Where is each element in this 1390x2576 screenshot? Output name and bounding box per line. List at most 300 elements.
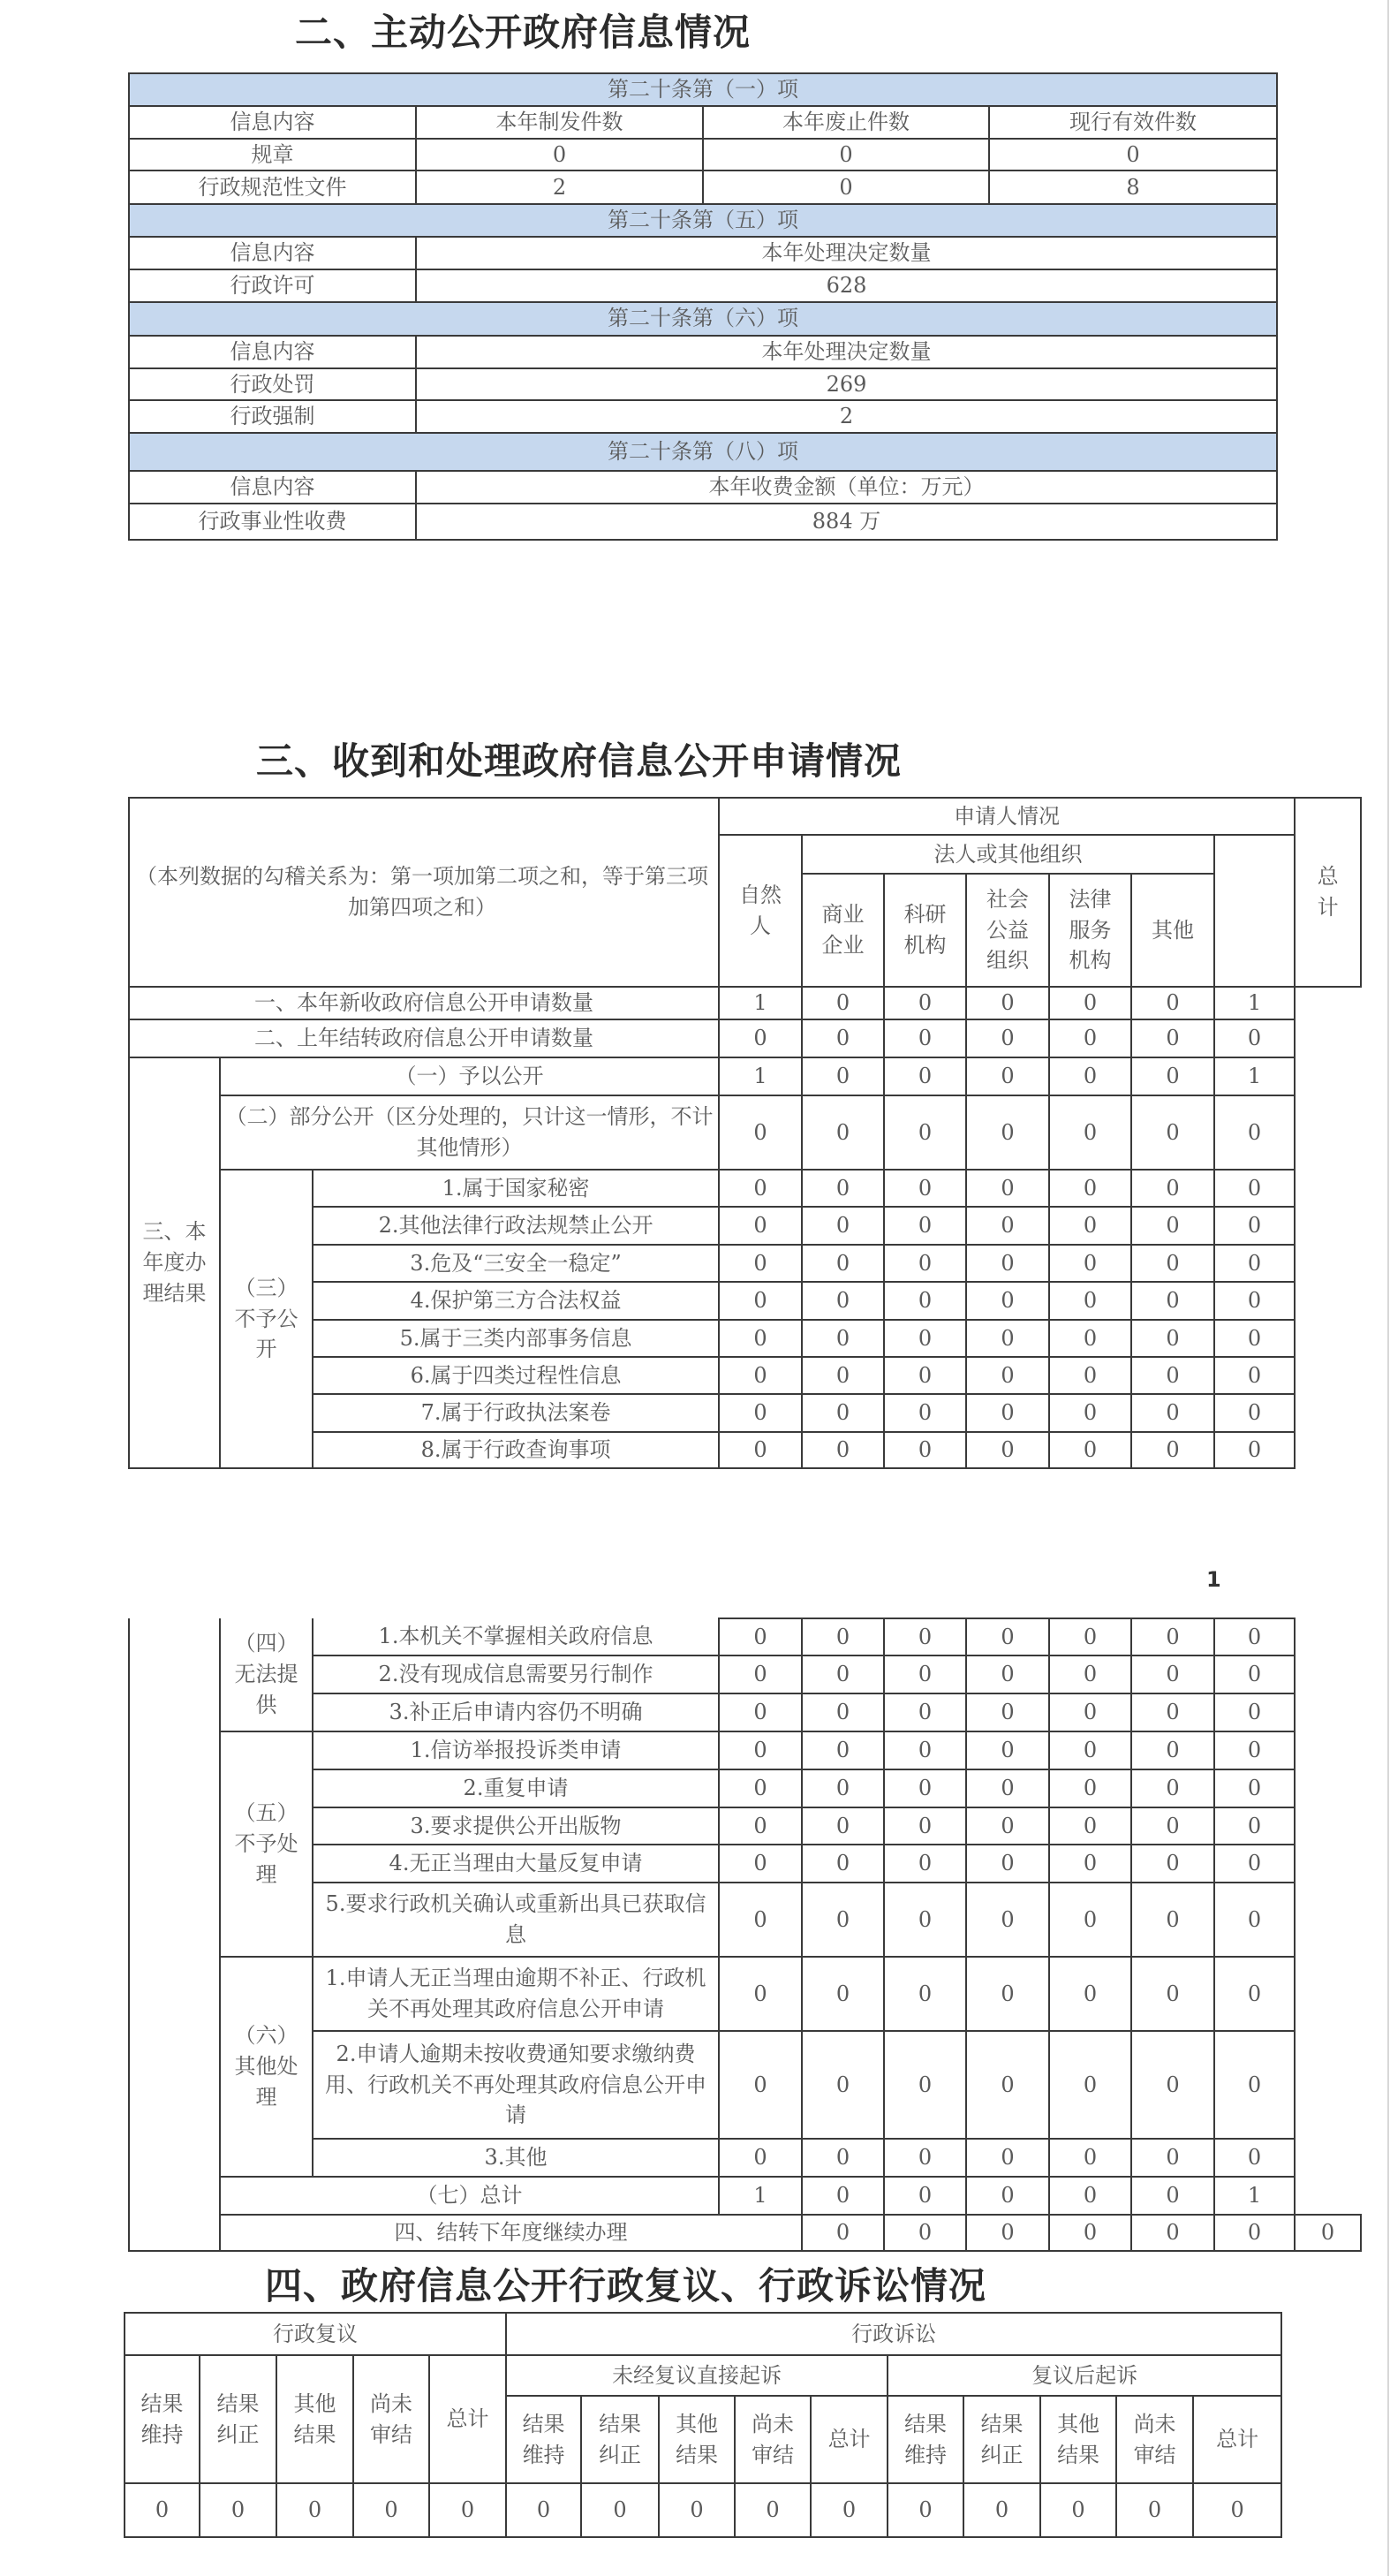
cell-value: 0 [1131, 1807, 1214, 1845]
col-header-other: 其他 [1131, 874, 1214, 987]
cell-value: 0 [884, 1769, 966, 1807]
cell-value: 0 [884, 1394, 966, 1432]
cell-value: 0 [1131, 1693, 1214, 1731]
row-label: 1.属于国家秘密 [313, 1170, 719, 1207]
cell-value: 0 [966, 1655, 1049, 1693]
cell-value: 0 [802, 1207, 884, 1245]
cell-value: 0 [802, 1618, 884, 1655]
cell-value: 0 [719, 1883, 802, 1957]
after-review-suit-header: 复议后起诉 [888, 2355, 1281, 2396]
direct-value-cell: 0 [581, 2483, 659, 2537]
review-value-cell: 0 [125, 2483, 200, 2537]
cell-value: 0 [802, 1432, 884, 1468]
cell-value: 0 [719, 1095, 802, 1170]
row-label: 3.补正后申请内容仍不明确 [313, 1693, 719, 1731]
applicant-header: 申请人情况 [719, 798, 1295, 835]
row-label: 5.属于三类内部事务信息 [313, 1320, 719, 1357]
cell-value: 0 [966, 1282, 1049, 1320]
header-info-content: 信息内容 [129, 471, 416, 504]
cell-value: 0 [719, 1807, 802, 1845]
row-label: 四、结转下年度继续办理 [220, 2215, 802, 2251]
cell-value: 0 [1214, 1394, 1295, 1432]
table-row [129, 1432, 1361, 1468]
cell-value: 0 [884, 1432, 966, 1468]
table-row [129, 1019, 1361, 1057]
cell-value: 0 [966, 1394, 1049, 1432]
cell-value: 0 [966, 1207, 1049, 1245]
row-label: 3.危及“三安全一稳定” [313, 1245, 719, 1282]
cell-value: 0 [966, 1432, 1049, 1468]
cell-value: 0 [802, 1282, 884, 1320]
cell-value: 0 [802, 1394, 884, 1432]
cell-value: 0 [719, 1320, 802, 1357]
cell-value: 0 [1214, 1320, 1295, 1357]
cell-value: 0 [1131, 1731, 1214, 1769]
cell-value: 0 [1214, 1207, 1295, 1245]
table-row [129, 1845, 1361, 1883]
cell-value: 0 [1214, 1655, 1295, 1693]
cell-value: 0 [802, 1845, 884, 1883]
direct-value-cell: 0 [659, 2483, 735, 2537]
cell-value: 0 [966, 1170, 1049, 1207]
row-label: 3.要求提供公开出版物 [313, 1807, 719, 1845]
cell-value: 0 [802, 1807, 884, 1845]
col-header-research: 科研机构 [884, 874, 966, 987]
proactive-disclosure-table [128, 72, 1278, 541]
cell-value: 0 [966, 987, 1049, 1019]
cell-value: 0 [719, 1357, 802, 1394]
cell-value: 0 [1214, 2215, 1295, 2251]
cell-value: 0 [884, 1957, 966, 2031]
col-header-business: 商业企业 [802, 874, 884, 987]
cell-value: 0 [1131, 1769, 1214, 1807]
cell-value: 0 [1131, 2139, 1214, 2177]
cell-value: 0 [719, 1845, 802, 1883]
cell-value: 0 [966, 1057, 1049, 1095]
row-label: 一、本年新收政府信息公开申请数量 [129, 987, 719, 1019]
col-direct-upheld: 结果维持 [506, 2396, 581, 2483]
section4-title: 四、政府信息公开行政复议、行政诉讼情况 [265, 2264, 987, 2307]
cell-value: 0 [703, 139, 989, 171]
cell-value: 0 [1214, 1019, 1295, 1057]
cell-value: 0 [1131, 1618, 1214, 1655]
cell-value: 0 [719, 2139, 802, 2177]
cell-value: 0 [884, 1845, 966, 1883]
cell-value: 628 [416, 269, 1277, 302]
cell-value: 0 [719, 1693, 802, 1731]
cell-value: 0 [884, 1019, 966, 1057]
cell-value: 0 [416, 139, 703, 171]
cell-value: 1 [1214, 2177, 1295, 2215]
cell-value: 0 [966, 1693, 1049, 1731]
header-fee-amount: 本年收费金额（单位：万元） [416, 471, 1277, 504]
cell-value: 0 [802, 1019, 884, 1057]
cell-value: 0 [884, 987, 966, 1019]
row-label: 二、上年结转政府信息公开申请数量 [129, 1019, 719, 1057]
direct-suit-header: 未经复议直接起诉 [506, 2355, 888, 2396]
cell-value: 0 [1049, 1432, 1131, 1468]
table-row [129, 1769, 1361, 1807]
col-direct-other: 其他结果 [659, 2396, 735, 2483]
row-label: 2.其他法律行政法规禁止公开 [313, 1207, 719, 1245]
cell-value: 0 [719, 1282, 802, 1320]
cell-value: 0 [1131, 1245, 1214, 1282]
row-label: 7.属于行政执法案卷 [313, 1394, 719, 1432]
cell-value: 0 [1214, 1883, 1295, 1957]
cell-value: 0 [1131, 1957, 1214, 2031]
col-review-upheld: 结果维持 [125, 2355, 200, 2483]
cell-value: 0 [1049, 1057, 1131, 1095]
col-after-pending: 尚未审结 [1116, 2396, 1193, 2483]
cell-value: 0 [966, 1769, 1049, 1807]
cell-value: 0 [966, 1357, 1049, 1394]
cell-value: 0 [1131, 1845, 1214, 1883]
cell-value: 0 [1049, 1170, 1131, 1207]
cell-value: 0 [1049, 1282, 1131, 1320]
table-row [129, 1057, 1361, 1095]
cell-value: 0 [1049, 1807, 1131, 1845]
row-label: 1.本机关不掌握相关政府信息 [313, 1618, 719, 1655]
row-label: （一）予以公开 [220, 1057, 719, 1095]
cell-value: 0 [802, 1655, 884, 1693]
cell-value: 0 [1214, 1731, 1295, 1769]
cell-value: 0 [1049, 1394, 1131, 1432]
page-edge-divider [1387, 0, 1389, 2576]
cell-value: 0 [1131, 1655, 1214, 1693]
cell-value: 0 [1049, 1320, 1131, 1357]
table-row [129, 1095, 1361, 1170]
cell-value: 1 [719, 2177, 802, 2215]
cell-value: 0 [884, 1731, 966, 1769]
cell-value: 0 [802, 1170, 884, 1207]
cell-value: 0 [884, 1807, 966, 1845]
review-value-cell: 0 [429, 2483, 506, 2537]
group-label-other-handling: （六）其他处理 [220, 1957, 313, 2177]
cell-value: 0 [1214, 1845, 1295, 1883]
section2-title: 二、主动公开政府信息情况 [295, 11, 752, 54]
after-value-cell: 0 [1116, 2483, 1193, 2537]
col-direct-total: 总计 [811, 2396, 888, 2483]
row-label: 5.要求行政机关确认或重新出具已获取信息 [313, 1883, 719, 1957]
cell-value: 0 [1131, 987, 1214, 1019]
cell-value: 0 [1295, 2215, 1361, 2251]
col-header-public-welfare: 社会公益组织 [966, 874, 1049, 987]
cell-value: 0 [802, 1095, 884, 1170]
cell-value: 0 [802, 1883, 884, 1957]
col-after-upheld: 结果维持 [888, 2396, 963, 2483]
cell-value: 0 [966, 1957, 1049, 2031]
cell-value: 0 [966, 1095, 1049, 1170]
review-value-cell: 0 [200, 2483, 276, 2537]
cell-value: 1 [719, 987, 802, 1019]
cell-value: 0 [719, 1170, 802, 1207]
group-label-not-processed: （五）不予处理 [220, 1731, 313, 1957]
cell-value: 0 [966, 2215, 1049, 2251]
col-header-legal-service: 法律服务机构 [1049, 874, 1131, 987]
table-row [129, 1731, 1361, 1769]
reconciliation-note: （本列数据的勾稽关系为：第一项加第二项之和，等于第三项加第四项之和） [129, 798, 719, 987]
cell-value: 0 [884, 1095, 966, 1170]
table-row [129, 1693, 1361, 1731]
cell-value: 0 [989, 139, 1277, 171]
cell-value: 2 [416, 170, 703, 204]
table-row [129, 1394, 1361, 1432]
cell-value: 0 [1131, 1095, 1214, 1170]
col-review-other: 其他结果 [276, 2355, 353, 2483]
row-label: 2.申请人逾期未按收费通知要求缴纳费用、行政机关不再处理其政府信息公开申请 [313, 2031, 719, 2139]
cell-value: 0 [1049, 1655, 1131, 1693]
header-info-content: 信息内容 [129, 336, 416, 368]
applications-table-part2 [128, 1618, 1362, 2252]
cell-value: 0 [802, 1320, 884, 1357]
cell-value: 0 [1131, 2215, 1214, 2251]
cell-value: 0 [1049, 1883, 1131, 1957]
admin-review-header: 行政复议 [125, 2313, 506, 2355]
cell-value: 0 [719, 1731, 802, 1769]
cell-value: 0 [1214, 1693, 1295, 1731]
cell-value: 0 [1049, 2215, 1131, 2251]
cell-value: 0 [884, 1057, 966, 1095]
cell-value: 0 [884, 1357, 966, 1394]
cell-value: 0 [1131, 1883, 1214, 1957]
cell-value: 0 [719, 1245, 802, 1282]
applications-table-part1 [128, 797, 1362, 1469]
row-label: 规章 [129, 139, 416, 171]
table-row [129, 1282, 1361, 1320]
row-label: 6.属于四类过程性信息 [313, 1357, 719, 1394]
group-label-not-disclosed: （三）不予公开 [220, 1170, 313, 1468]
direct-value-cell: 0 [735, 2483, 811, 2537]
row-label: 8.属于行政查询事项 [313, 1432, 719, 1468]
cell-value: 0 [1131, 1320, 1214, 1357]
cell-value: 0 [1214, 1357, 1295, 1394]
cell-value: 0 [719, 2031, 802, 2139]
table-row [129, 1655, 1361, 1693]
table-row [129, 1957, 1361, 2031]
cell-value: 0 [966, 1019, 1049, 1057]
cell-value: 0 [1214, 1095, 1295, 1170]
cell-value: 0 [1049, 1731, 1131, 1769]
row-label: 行政强制 [129, 400, 416, 433]
cell-value: 0 [884, 1170, 966, 1207]
cell-value: 0 [1049, 1957, 1131, 2031]
review-litigation-table [124, 2312, 1282, 2538]
cell-value: 0 [884, 1883, 966, 1957]
row-label: 2.重复申请 [313, 1769, 719, 1807]
cell-value: 0 [1049, 1019, 1131, 1057]
cell-value: 1 [1214, 987, 1295, 1019]
group-continuation-cell [129, 1618, 220, 2251]
section3-title: 三、收到和处理政府信息公开申请情况 [256, 739, 903, 783]
band-article-20-6: 第二十条第（六）项 [129, 302, 1277, 336]
cell-value: 0 [1131, 1282, 1214, 1320]
cell-value: 0 [1131, 1019, 1214, 1057]
table-row [129, 987, 1361, 1019]
band-article-20-8: 第二十条第（八）项 [129, 433, 1277, 471]
table-row [129, 1807, 1361, 1845]
cell-value: 0 [802, 2177, 884, 2215]
cell-value: 0 [884, 2139, 966, 2177]
cell-value: 0 [719, 1957, 802, 2031]
cell-value: 0 [966, 1883, 1049, 1957]
values-row [125, 2483, 1281, 2537]
cell-value: 0 [966, 1618, 1049, 1655]
col-header-natural-person: 自然人 [719, 835, 802, 987]
row-label: （七）总计 [220, 2177, 719, 2215]
cell-value: 0 [802, 1957, 884, 2031]
header-info-content: 信息内容 [129, 106, 416, 139]
cell-value: 0 [802, 1769, 884, 1807]
cell-value: 0 [802, 1731, 884, 1769]
table-row [129, 1883, 1361, 1957]
direct-value-cell: 0 [811, 2483, 888, 2537]
cell-value: 0 [1214, 2031, 1295, 2139]
band-article-20-1: 第二十条第（一）项 [129, 73, 1277, 106]
col-direct-pending: 尚未审结 [735, 2396, 811, 2483]
group-label-cannot-provide: （四）无法提供 [220, 1618, 313, 1731]
col-direct-corrected: 结果纠正 [581, 2396, 659, 2483]
cell-value: 1 [719, 1057, 802, 1095]
cell-value: 0 [1131, 1207, 1214, 1245]
col-after-corrected: 结果纠正 [963, 2396, 1040, 2483]
header-valid-count: 现行有效件数 [989, 106, 1277, 139]
cell-value: 0 [884, 1245, 966, 1282]
cell-value: 0 [884, 1655, 966, 1693]
cell-value: 0 [884, 1693, 966, 1731]
cell-value: 0 [1214, 1170, 1295, 1207]
cell-value: 0 [703, 170, 989, 204]
cell-value: 0 [1214, 1957, 1295, 2031]
cell-value: 0 [1214, 1618, 1295, 1655]
review-value-cell: 0 [353, 2483, 429, 2537]
cell-value: 0 [966, 1320, 1049, 1357]
cell-value: 0 [802, 2031, 884, 2139]
cell-value: 0 [1214, 2139, 1295, 2177]
cell-value: 0 [719, 1207, 802, 1245]
col-review-pending: 尚未审结 [353, 2355, 429, 2483]
header-decision-count: 本年处理决定数量 [416, 237, 1277, 269]
cell-value: 0 [1131, 1170, 1214, 1207]
cell-value: 0 [1049, 1245, 1131, 1282]
after-value-cell: 0 [1040, 2483, 1116, 2537]
cell-value: 0 [884, 1207, 966, 1245]
cell-value: 0 [884, 2177, 966, 2215]
cell-value: 0 [802, 1245, 884, 1282]
cell-value: 0 [1131, 1357, 1214, 1394]
cell-value: 0 [1214, 1769, 1295, 1807]
cell-value: 0 [1049, 1769, 1131, 1807]
cell-value: 0 [966, 2139, 1049, 2177]
cell-value: 0 [719, 1432, 802, 1468]
cell-value: 0 [719, 1618, 802, 1655]
cell-value: 8 [989, 170, 1277, 204]
cell-value: 0 [966, 2031, 1049, 2139]
cell-value: 0 [884, 2031, 966, 2139]
cell-value: 1 [1214, 1057, 1295, 1095]
group-label-results: 三、本年度办理结果 [129, 1057, 220, 1468]
cell-value: 0 [1049, 1357, 1131, 1394]
header-issued-count: 本年制发件数 [416, 106, 703, 139]
cell-value: 0 [719, 1019, 802, 1057]
table-row [129, 2031, 1361, 2139]
cell-value: 0 [802, 2215, 884, 2251]
row-label: 行政事业性收费 [129, 504, 416, 540]
cell-value: 0 [966, 1845, 1049, 1883]
cell-value: 0 [1049, 2177, 1131, 2215]
cell-value: 0 [802, 2139, 884, 2177]
row-label: 1.信访举报投诉类申请 [313, 1731, 719, 1769]
row-label: （二）部分公开（区分处理的，只计这一情形，不计其他情形） [220, 1095, 719, 1170]
row-label: 1.申请人无正当理由逾期不补正、行政机关不再处理其政府信息公开申请 [313, 1957, 719, 2031]
col-after-total: 总计 [1193, 2396, 1281, 2483]
band-article-20-5: 第二十条第（五）项 [129, 204, 1277, 237]
cell-value: 0 [719, 1769, 802, 1807]
col-after-other: 其他结果 [1040, 2396, 1116, 2483]
cell-value: 0 [966, 1807, 1049, 1845]
cell-value: 0 [1049, 1845, 1131, 1883]
table-row [129, 2139, 1361, 2177]
cell-value: 0 [802, 987, 884, 1019]
row-label: 4.无正当理由大量反复申请 [313, 1845, 719, 1883]
after-value-cell: 0 [888, 2483, 963, 2537]
cell-value: 269 [416, 368, 1277, 401]
row-label: 行政处罚 [129, 368, 416, 401]
table-row [129, 1245, 1361, 1282]
cell-value: 0 [802, 1693, 884, 1731]
table-row [129, 2215, 1361, 2251]
col-header-total: 总计 [1295, 798, 1361, 987]
cell-value: 0 [719, 1394, 802, 1432]
cell-value: 0 [884, 1282, 966, 1320]
row-label: 行政许可 [129, 269, 416, 302]
cell-value: 0 [884, 2215, 966, 2251]
cell-value: 0 [966, 1731, 1049, 1769]
table-row [129, 1170, 1361, 1207]
header-abolished-count: 本年废止件数 [703, 106, 989, 139]
review-value-cell: 0 [276, 2483, 353, 2537]
cell-value: 0 [1049, 1095, 1131, 1170]
table-row [129, 1618, 1361, 1655]
cell-value: 0 [966, 2177, 1049, 2215]
direct-value-cell: 0 [506, 2483, 581, 2537]
after-value-cell: 0 [1193, 2483, 1281, 2537]
table-row [129, 2177, 1361, 2215]
cell-value: 0 [1214, 1282, 1295, 1320]
table-row [129, 1320, 1361, 1357]
cell-value: 0 [719, 1655, 802, 1693]
table-row [129, 1357, 1361, 1394]
cell-value: 0 [1131, 1432, 1214, 1468]
cell-value: 0 [1214, 1432, 1295, 1468]
after-value-cell: 0 [963, 2483, 1040, 2537]
row-label: 3.其他 [313, 2139, 719, 2177]
cell-value: 0 [884, 1618, 966, 1655]
cell-value: 2 [416, 400, 1277, 433]
cell-value: 0 [1049, 2031, 1131, 2139]
col-review-total: 总计 [429, 2355, 506, 2483]
row-label: 2.没有现成信息需要另行制作 [313, 1655, 719, 1693]
cell-value: 0 [1131, 2031, 1214, 2139]
row-label: 行政规范性文件 [129, 170, 416, 204]
cell-value: 0 [1049, 1207, 1131, 1245]
cell-value: 0 [1131, 1057, 1214, 1095]
header-decision-count: 本年处理决定数量 [416, 336, 1277, 368]
header-info-content: 信息内容 [129, 237, 416, 269]
legal-org-header: 法人或其他组织 [802, 835, 1214, 874]
col-review-corrected: 结果纠正 [200, 2355, 276, 2483]
cell-value: 0 [802, 1057, 884, 1095]
cell-value: 0 [1131, 2177, 1214, 2215]
